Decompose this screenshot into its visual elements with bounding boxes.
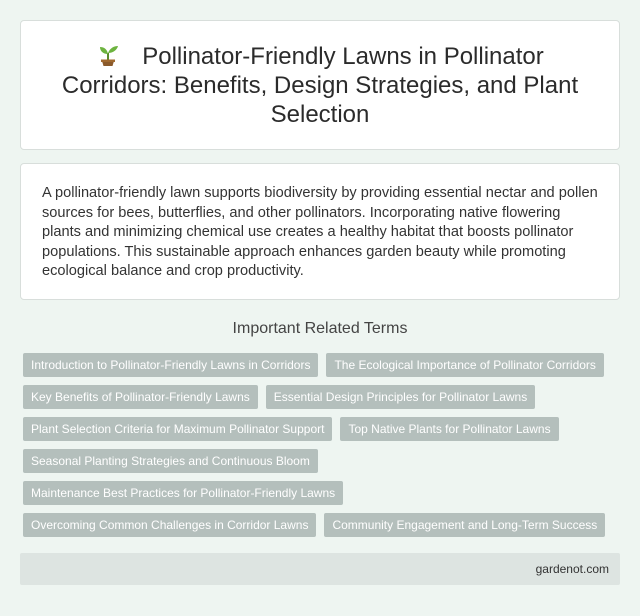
related-term-tag[interactable]: Introduction to Pollinator-Friendly Lawns in Corridors (23, 353, 318, 377)
related-term-tag[interactable]: Maintenance Best Practices for Pollinator-Friendly Lawns (23, 481, 343, 505)
footer-site-link[interactable]: gardenot.com (535, 562, 609, 576)
related-term-tag[interactable]: Seasonal Planting Strategies and Continuous Bloom (23, 449, 318, 473)
related-term-tag[interactable]: Key Benefits of Pollinator-Friendly Lawns (23, 385, 258, 409)
related-terms-list (23, 353, 623, 545)
related-term-tag[interactable]: Plant Selection Criteria for Maximum Pollinator Support (23, 417, 332, 441)
related-term-tag[interactable]: Top Native Plants for Pollinator Lawns (340, 417, 558, 441)
related-term-tag[interactable]: Essential Design Principles for Pollinator Lawns (266, 385, 535, 409)
tag-row (23, 385, 623, 409)
footer (20, 553, 620, 585)
sprout-icon (96, 42, 122, 66)
page-title-text: Pollinator-Friendly Lawns in Pollinator Corridors: Benefits, Design Strategies, and Plant Selection (61, 42, 579, 128)
related-term-tag[interactable]: The Ecological Importance of Pollinator Corridors (326, 353, 603, 377)
tag-row (23, 513, 623, 537)
page-title (21, 42, 619, 129)
tag-row (23, 417, 623, 441)
tag-row (23, 353, 623, 377)
related-term-tag[interactable]: Overcoming Common Challenges in Corridor Lawns (23, 513, 316, 537)
description-card (20, 163, 620, 300)
tag-row (23, 481, 623, 505)
title-card (20, 20, 620, 150)
description-text: A pollinator-friendly lawn supports biodiversity by providing essential nectar and pollen sources for bees, butterflies, and other pollinators. Incorporating native flowering plants and minimizing chemical use creates a healthy habitat that boosts pollinator populations. This sustainable approach enhances garden beauty while promoting ecological balance and crop productivity. (42, 185, 598, 280)
related-term-tag[interactable]: Community Engagement and Long-Term Success (324, 513, 605, 537)
tag-row (23, 449, 623, 473)
related-terms-heading: Important Related Terms (232, 320, 408, 337)
